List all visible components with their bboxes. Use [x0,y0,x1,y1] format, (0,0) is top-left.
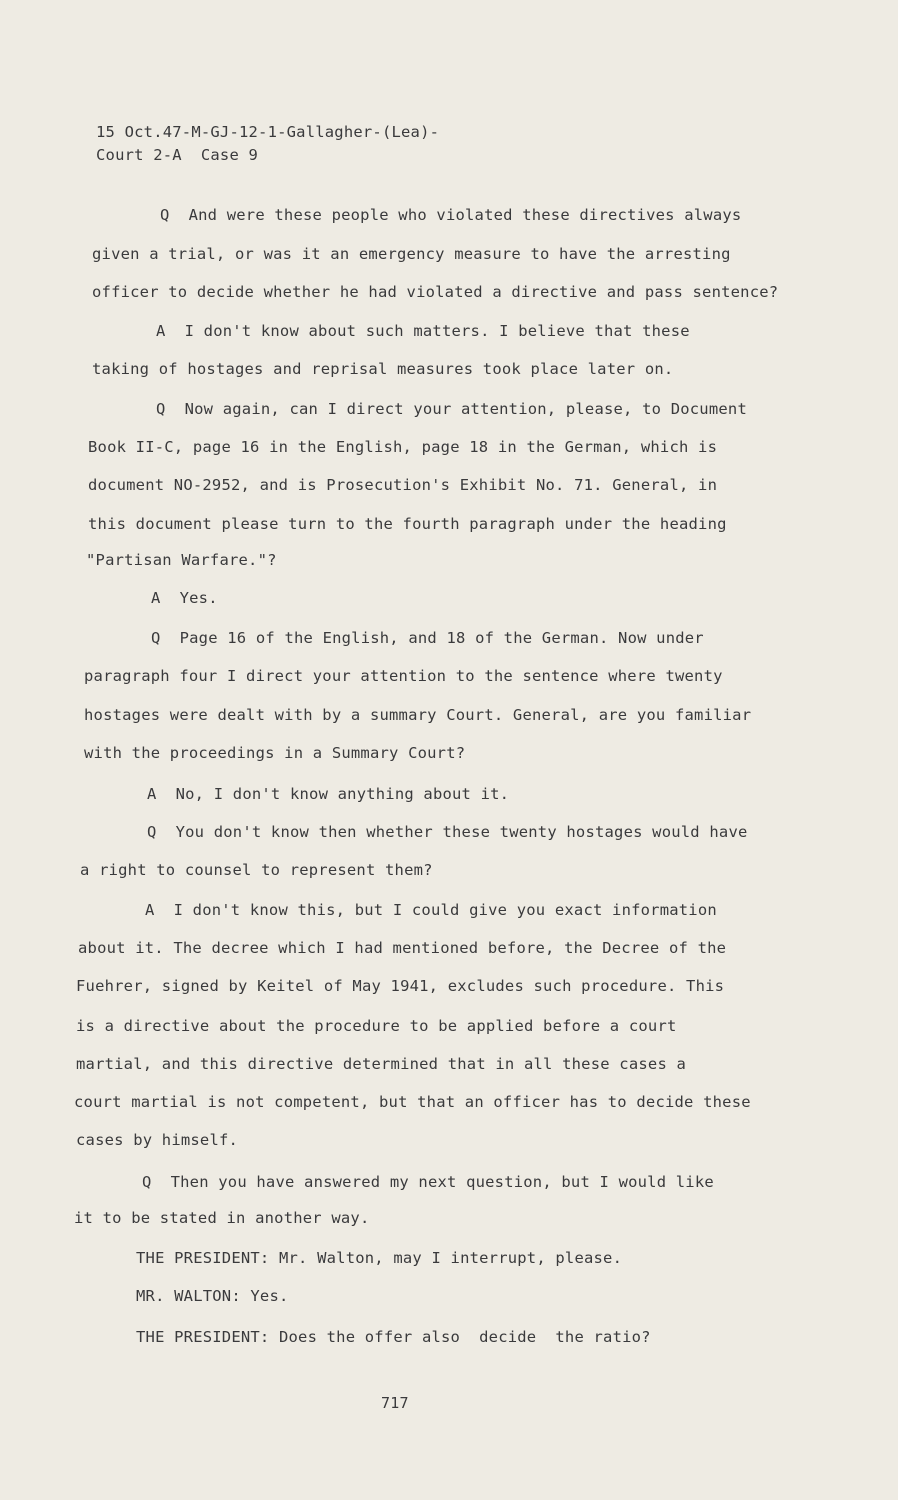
body-line: court martial is not competent, but that an officer has to decide these [74,1093,751,1111]
body-line: taking of hostages and reprisal measures took place later on. [92,360,674,378]
body-line: A I don't know this, but I could give you exact information [145,901,717,919]
body-line: THE PRESIDENT: Mr. Walton, may I interrupt, please. [136,1249,623,1267]
body-line: Book II-C, page 16 in the English, page 18 in the German, which is [88,438,718,456]
header-line-1: 15 Oct.47-M-GJ-12-1-Gallagher-(Lea)- [96,123,440,141]
body-line: A Yes. [151,589,218,607]
body-line: A No, I don't know anything about it. [147,785,510,803]
body-line: THE PRESIDENT: Does the offer also decide the ratio? [136,1328,651,1346]
body-line: cases by himself. [76,1131,239,1149]
body-line: a right to counsel to represent them? [80,861,433,879]
body-line: Fuehrer, signed by Keitel of May 1941, excludes such procedure. This [76,977,725,995]
body-line: document NO-2952, and is Prosecution's Exhibit No. 71. General, in [88,476,718,494]
body-line: "Partisan Warfare."? [86,551,277,569]
body-line: Q And were these people who violated these directives always [160,206,742,224]
body-line: given a trial, or was it an emergency measure to have the arresting [92,245,731,263]
body-line: Q Now again, can I direct your attention, please, to Document [156,400,747,418]
body-line: Q Then you have answered my next question, but I would like [142,1173,714,1191]
body-line: this document please turn to the fourth paragraph under the heading [88,515,727,533]
body-line: MR. WALTON: Yes. [136,1287,289,1305]
body-line: martial, and this directive determined that in all these cases a [76,1055,687,1073]
body-line: it to be stated in another way. [74,1209,370,1227]
body-line: about it. The decree which I had mentioned before, the Decree of the [78,939,727,957]
body-line: Q Page 16 of the English, and 18 of the German. Now under [151,629,704,647]
body-line: paragraph four I direct your attention to the sentence where twenty [84,667,723,685]
body-line: Q You don't know then whether these twenty hostages would have [147,823,748,841]
body-line: officer to decide whether he had violated a directive and pass sentence? [92,283,779,301]
body-line: with the proceedings in a Summary Court? [84,744,466,762]
body-line: is a directive about the procedure to be applied before a court [76,1017,677,1035]
body-line: hostages were dealt with by a summary Court. General, are you familiar [84,706,752,724]
page-number: 717 [381,1394,409,1412]
body-line: A I don't know about such matters. I believe that these [156,322,690,340]
header-line-2: Court 2-A Case 9 [96,146,259,164]
